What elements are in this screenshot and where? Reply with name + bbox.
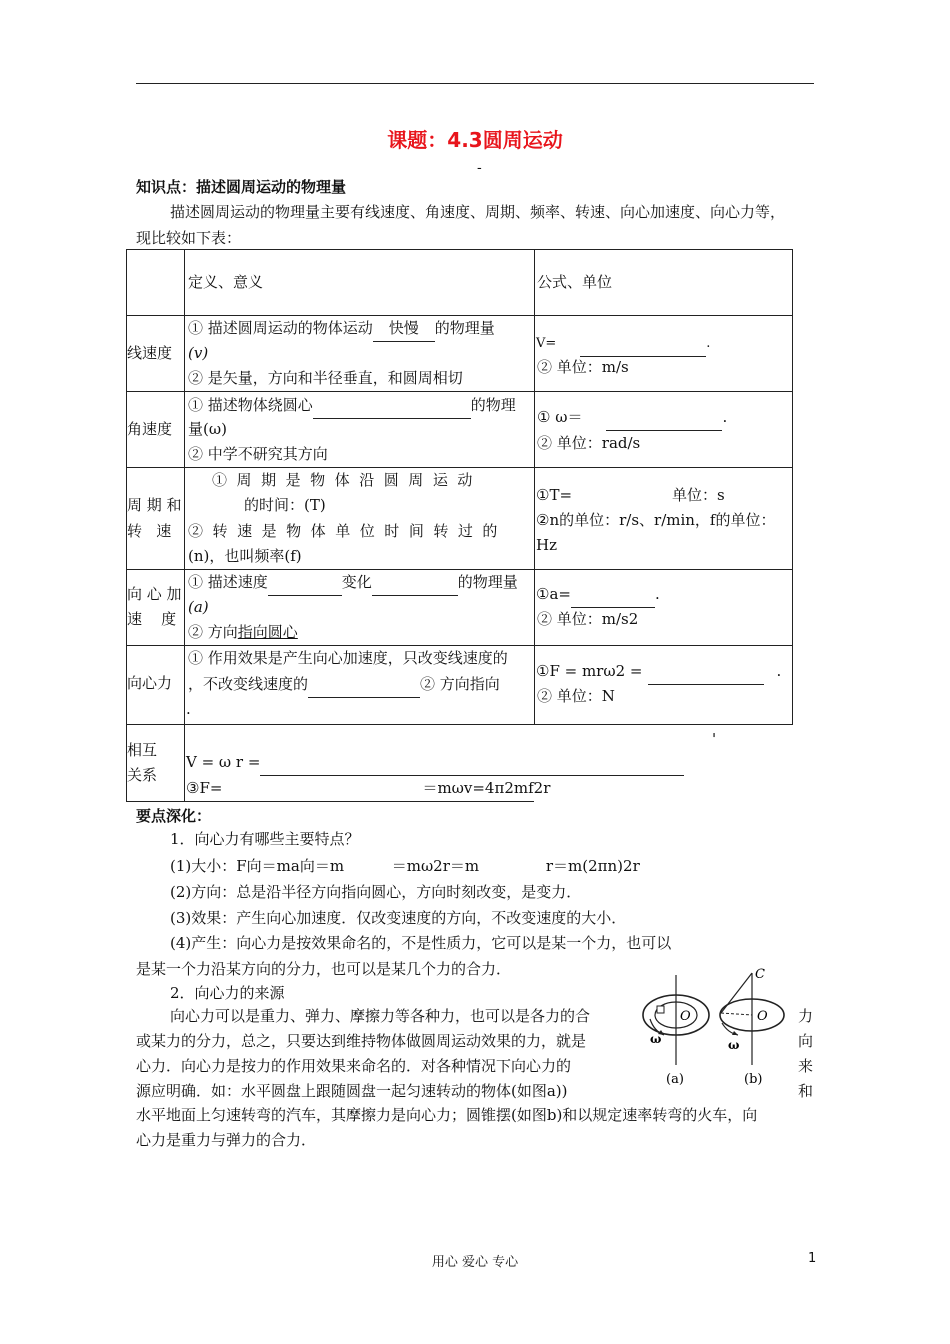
period-def-1: ① 周 期 是 物 体 沿 圆 周 运 动 (212, 471, 473, 489)
row-label-angular-velocity: 角速度 (127, 420, 173, 438)
page-footer: 用心 爱心 专心 (431, 1255, 519, 1270)
linear-velocity-symbol: (v) (188, 344, 209, 362)
figure-a-caption: (a) (666, 1072, 684, 1087)
row-label-acceleration-a: 向 心 加 (127, 585, 182, 603)
row-label-centripetal-force: 向心力 (127, 674, 173, 692)
point-4b: 是某一个力沿某方向的分力，也可以是某几个力的合力． (136, 960, 512, 978)
point-1: (1)大小：F向＝ma向＝m ＝mω2r＝m r＝m(2πn)2r (170, 857, 640, 875)
source-line-6: 心力是重力与弹力的合力． (136, 1131, 317, 1149)
row-label-linear-velocity: 线速度 (127, 344, 173, 362)
figure-a-turntable (643, 975, 709, 1065)
force-def-2: ，不改变线速度的 ② 方向指向 (188, 672, 500, 698)
linear-velocity-formula: V= . (536, 331, 710, 357)
acceleration-def-1: ① 描述速度 变化 的物理量 (188, 570, 518, 596)
point-2: (2)方向：总是沿半径方向指向圆心，方向时刻改变，是变力． (170, 883, 582, 901)
deepen-heading: 要点深化： (136, 807, 212, 825)
header-rule (136, 83, 814, 84)
header-definition: 定义、意义 (188, 273, 264, 291)
relation-line-2: ③F= ＝mωv=4π2mf2r (186, 776, 550, 802)
page-number: 1 (808, 1251, 817, 1266)
header-formula: 公式、单位 (537, 273, 613, 291)
row-label-acceleration-b: 速 度 (127, 610, 177, 628)
angular-velocity-symbol: 量(ω) (188, 420, 227, 438)
point-4a: (4)产生：向心力是按效果命名的，不是性质力，它可以是某一个力，也可以 (170, 934, 672, 952)
source-line-3-right: 来 (798, 1057, 814, 1075)
source-line-5: 水平地面上匀速转弯的汽车，其摩擦力是向心力；圆锥摆(如图b)和以规定速率转弯的火车，向 (136, 1106, 758, 1124)
source-line-4-right: 和 (798, 1082, 814, 1100)
comparison-table (126, 249, 793, 801)
row-label-relation-a: 相互 (127, 741, 158, 759)
figure-b-caption: (b) (744, 1072, 763, 1087)
circular-motion-figure (636, 965, 796, 1093)
angular-velocity-unit: ② 单位：rad/s (537, 434, 641, 452)
acceleration-unit: ② 单位：m/s2 (537, 610, 639, 628)
figure-b-omega: ω (728, 1038, 740, 1052)
source-line-4: 源应明确．如：水平圆盘上跟随圆盘一起匀速转动的物体(如图a)) (136, 1082, 568, 1100)
acceleration-formula: ①a= . (536, 582, 660, 608)
source-line-2: 或某力的分力，总之，只要达到维持物体做圆周运动效果的力，就是 (136, 1032, 587, 1050)
source-line-3: 心力．向心力是按力的作用效果来命名的．对各种情况下向心力的 (136, 1057, 572, 1075)
relation-tick: ' (712, 730, 717, 748)
force-unit: ② 单位：N (537, 687, 615, 705)
figure-a-center-label: O (680, 1009, 691, 1024)
row-label-period-a: 周 期 和 (127, 496, 182, 514)
force-formula: ①F = mrω2 = . (536, 659, 781, 685)
question-1: 1．向心力有哪些主要特点？ (170, 830, 360, 848)
period-unit: 单位：s (672, 486, 725, 504)
source-line-1-right: 力 (798, 1007, 814, 1025)
intro-line-1: 描述圆周运动的物理量主要有线速度、角速度、周期、频率、转速、向心加速度、向心力等， (170, 203, 786, 221)
angular-velocity-def-2: ② 中学不研究其方向 (188, 445, 328, 463)
acceleration-symbol: (a) (188, 598, 209, 616)
force-def-3: . (186, 700, 191, 718)
angular-velocity-formula: ① ω＝ . (537, 405, 727, 431)
page-title: 课题：4.3圆周运动 (387, 128, 563, 152)
acceleration-def-2: ② 方向指向圆心 (188, 623, 298, 641)
question-2: 2．向心力的来源 (170, 984, 285, 1002)
figure-b-center-label: O (757, 1009, 768, 1024)
linear-velocity-def-2: ② 是矢量，方向和半径垂直，和圆周相切 (188, 369, 463, 387)
row-label-period-b: 转 速 (127, 522, 172, 540)
period-def-1b: 的时间：(T) (244, 496, 326, 514)
period-formula: ①T= (536, 486, 573, 504)
linear-velocity-unit: ② 单位：m/s (537, 358, 629, 376)
section-heading: 知识点：描述圆周运动的物理量 (136, 178, 347, 196)
relation-line-1: V = ω r = (186, 750, 684, 776)
figure-a-omega: ω (650, 1032, 662, 1046)
rotation-unit-hz: Hz (536, 536, 557, 554)
source-line-2-right: 向 (798, 1032, 814, 1050)
linear-velocity-def-1: ① 描述圆周运动的物体运动 快慢 的物理量 (188, 316, 495, 342)
force-def-1: ① 作用效果是产生向心加速度，只改变线速度的 (188, 649, 508, 667)
intro-line-2: 现比较如下表： (136, 229, 242, 247)
angular-velocity-def-1: ① 描述物体绕圆心 的物理 (188, 393, 516, 419)
title-dash: - (477, 160, 482, 176)
rotation-def-2: ② 转 速 是 物 体 单 位 时 间 转 过 的 (188, 522, 498, 540)
row-label-relation-b: 关系 (127, 766, 158, 784)
rotation-unit: ②n的单位：r/s、r/min，f的单位： (536, 511, 776, 529)
figure-b-c-label: C (755, 967, 765, 982)
point-3: (3)效果：产生向心加速度．仅改变速度的方向，不改变速度的大小． (170, 909, 627, 927)
rotation-def-2b: (n)，也叫频率(f) (188, 547, 302, 565)
source-line-1: 向心力可以是重力、弹力、摩擦力等各种力，也可以是各力的合 (170, 1007, 591, 1025)
